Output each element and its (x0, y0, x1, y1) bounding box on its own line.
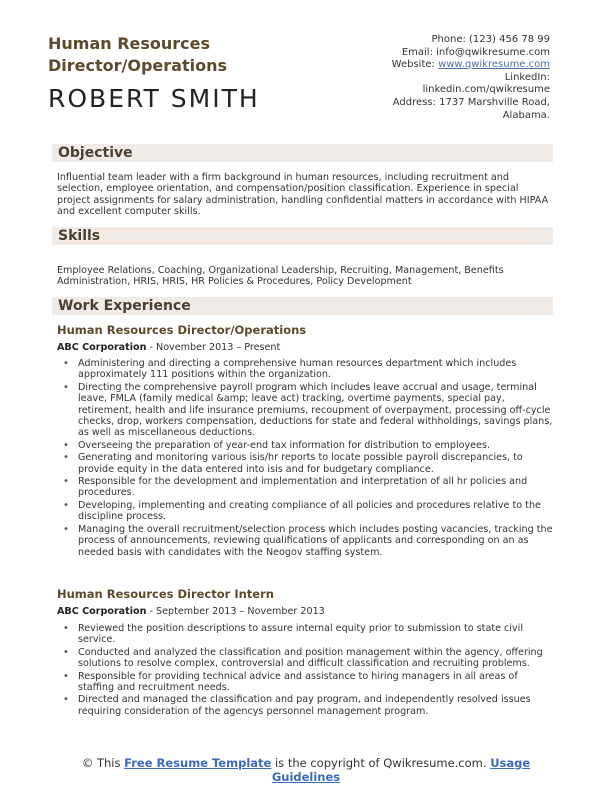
list-item: • Overseeing the preparation of year-end tax information for distribution to employees. (63, 439, 491, 451)
contact-website (310, 59, 550, 72)
contact-linkedin-label: LinkedIn: (504, 71, 550, 83)
job-company-1: ABC Corporation (57, 342, 147, 353)
contact-email: Email: info@qwikresume.com (401, 46, 550, 58)
list-item: • Administering and directing a comprehensive human resources department which includes approximately 111 positions within the organization. (63, 358, 517, 381)
skills-text: Employee Relations, Coaching, Organizational Leadership, Recruiting, Management, Benefits Administration, HRIS, HRIS, HR Policies & Procedures, Policy Development (57, 265, 504, 288)
work-heading: Work Experience (58, 298, 191, 314)
candidate-name: ROBERT SMITH (48, 84, 260, 113)
footer-middle: is the copyright of Qwikresume.com. (271, 756, 491, 770)
usage-guidelines-link[interactable]: Usage Guidelines (271, 756, 531, 784)
job-company-2: ABC Corporation (57, 606, 147, 617)
objective-heading: Objective (58, 145, 133, 161)
footer-prefix: © This (81, 756, 125, 770)
website-link[interactable]: www.qwikresume.com (438, 59, 550, 71)
list-item: • Generating and monitoring various isis/hr reports to locate possible payroll discrepancies, to provide equity in the data entered into isis and for budgetary compliance. (63, 452, 523, 475)
contact-address-line1: Address: 1737 Marshville Road, (392, 96, 550, 108)
job-1-bullets (57, 358, 554, 559)
contact-linkedin-value: linkedin.com/qwikresume (422, 84, 550, 96)
skills-section-header (52, 227, 553, 245)
list-item: • Managing the overall recruitment/selection process which includes posting vacancies, tracking the process of announcements, reviewing qualifications of applicants and corresponding on an as needed basis with candidates with the Neogov staffing system. (63, 523, 553, 558)
list-item: • Developing, implementing and creating compliance of all policies and procedures relative to the discipline process. (63, 499, 541, 523)
contact-phone: Phone: (123) 456 78 99 (431, 34, 550, 45)
job-meta-1 (57, 342, 280, 354)
list-item: • Directed and managed the classification and pay program, and independently resolved issues requiring consideration of the agencys personnel management program. (63, 694, 531, 717)
contact-address-line2: Alabama. (502, 109, 550, 121)
contact-block (310, 34, 550, 122)
job-meta-2 (57, 606, 325, 618)
website-label: Website: (391, 59, 439, 71)
list-item: • Conducted and analyzed the classification and position management within the agency, offering solutions to resolve complex, controversial and difficult classification and recruiting problems. (63, 646, 543, 670)
work-section-header (52, 297, 553, 315)
list-item: • Responsible for the development and implementation and interpretation of all hr policies and procedures. (63, 476, 528, 499)
skills-heading: Skills (58, 228, 101, 244)
job-dates-1: - November 2013 – Present (146, 342, 281, 353)
job-dates-2: - September 2013 – November 2013 (146, 606, 325, 617)
list-item: • Reviewed the position descriptions to assure internal equity prior to submission to state civil service. (63, 623, 523, 646)
list-item: • Directing the comprehensive payroll program which includes leave accrual and usage, terminal leave, FMLA (family medical &amp; leave act) tracking, overtime payments, special pay, retirement, health and life insurance premiums, recoupment of overpayment, processing off-cycle checks, drop, workers compensation, deductions for state and federal withholdings, savings plans, as well as miscellaneous deductions. (63, 381, 553, 439)
objective-text: Influential team leader with a firm background in human resources, including recruitment and selection, employee orientation, and compensation/position classification. Experience in special project assignments for salary administration, handling confidential matters in accordance with HIPAA and excellent computer skills. (57, 172, 549, 218)
job-title-1: Human Resources Director/Operations (57, 323, 307, 337)
objective-section-header (52, 144, 553, 162)
job-2-bullets (57, 623, 554, 718)
resume-job-title: Human Resources Director/Operations (48, 34, 227, 75)
free-resume-template-link[interactable]: Free Resume Template (124, 756, 272, 770)
job-title-2: Human Resources Director Intern (57, 587, 274, 601)
list-item: • Responsible for providing technical advice and assistance to hiring managers in all areas of staffing and recruitment needs. (63, 670, 518, 694)
footer-copyright (60, 756, 552, 784)
